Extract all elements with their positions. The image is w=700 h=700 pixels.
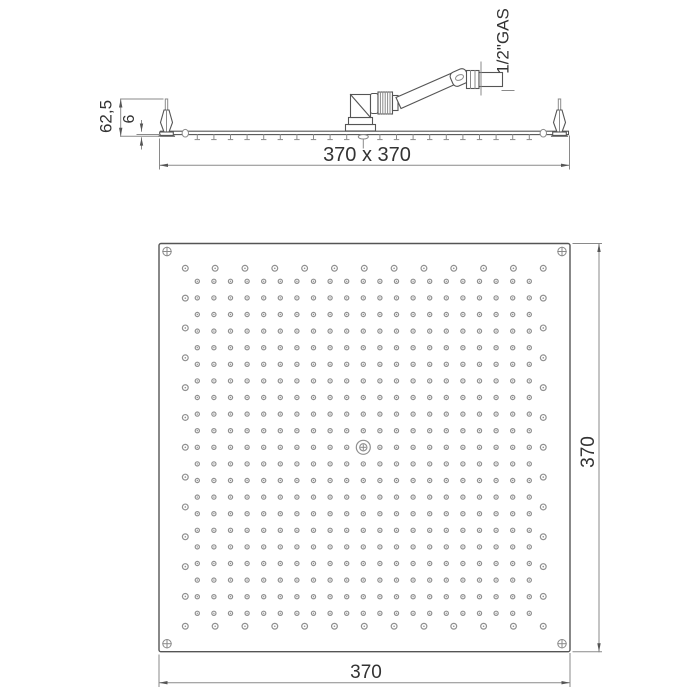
collar-ring bbox=[371, 94, 379, 114]
screw-base bbox=[160, 132, 174, 135]
side-width-label: 370 x 370 bbox=[323, 144, 411, 166]
arrowhead-right bbox=[561, 164, 570, 167]
connector-label: 1/2"GAS bbox=[493, 8, 513, 74]
plan-width-label: 370 bbox=[350, 662, 382, 683]
plate-thickness-label: 6 bbox=[121, 114, 139, 124]
arrowhead-right bbox=[562, 681, 571, 684]
center-screw-side bbox=[358, 135, 368, 139]
hex-nut bbox=[467, 71, 480, 89]
corner-screw bbox=[163, 247, 171, 255]
screw-needle bbox=[165, 99, 167, 110]
knurled-nut bbox=[378, 92, 393, 114]
screw-needle bbox=[558, 99, 560, 110]
arrowhead-down bbox=[597, 643, 600, 652]
elbow-assembly bbox=[346, 67, 503, 131]
elbow-flange bbox=[346, 125, 376, 132]
plan-width-dimension bbox=[159, 654, 570, 687]
screw-base bbox=[553, 132, 567, 135]
hex-nut-body bbox=[467, 71, 480, 89]
arrowhead-up bbox=[119, 99, 122, 108]
plan-height-label: 370 bbox=[578, 436, 600, 468]
side-width-dimension bbox=[160, 136, 570, 169]
end-nozzle-side bbox=[182, 129, 188, 137]
elbow-step bbox=[349, 118, 373, 125]
corner-screw bbox=[163, 640, 171, 648]
plan-height-dimension bbox=[573, 244, 602, 652]
arrowhead-up bbox=[597, 244, 600, 253]
arrowhead-down bbox=[140, 124, 143, 132]
mounting-screw-right bbox=[552, 99, 568, 136]
height-dim-label: 62,5 bbox=[96, 99, 116, 134]
corner-screw bbox=[558, 247, 566, 255]
end-nozzle-side bbox=[540, 129, 546, 137]
plate-profile bbox=[161, 131, 569, 134]
plan-view bbox=[159, 244, 602, 687]
plate-thickness-dimension bbox=[121, 114, 160, 149]
arrowhead-left bbox=[159, 681, 168, 684]
arrowhead-up bbox=[140, 138, 143, 146]
side-view bbox=[96, 8, 569, 169]
arrowhead-left bbox=[160, 164, 169, 167]
mounting-screw-left bbox=[159, 99, 175, 136]
arrowhead-down bbox=[119, 128, 122, 137]
corner-screw bbox=[558, 640, 566, 648]
